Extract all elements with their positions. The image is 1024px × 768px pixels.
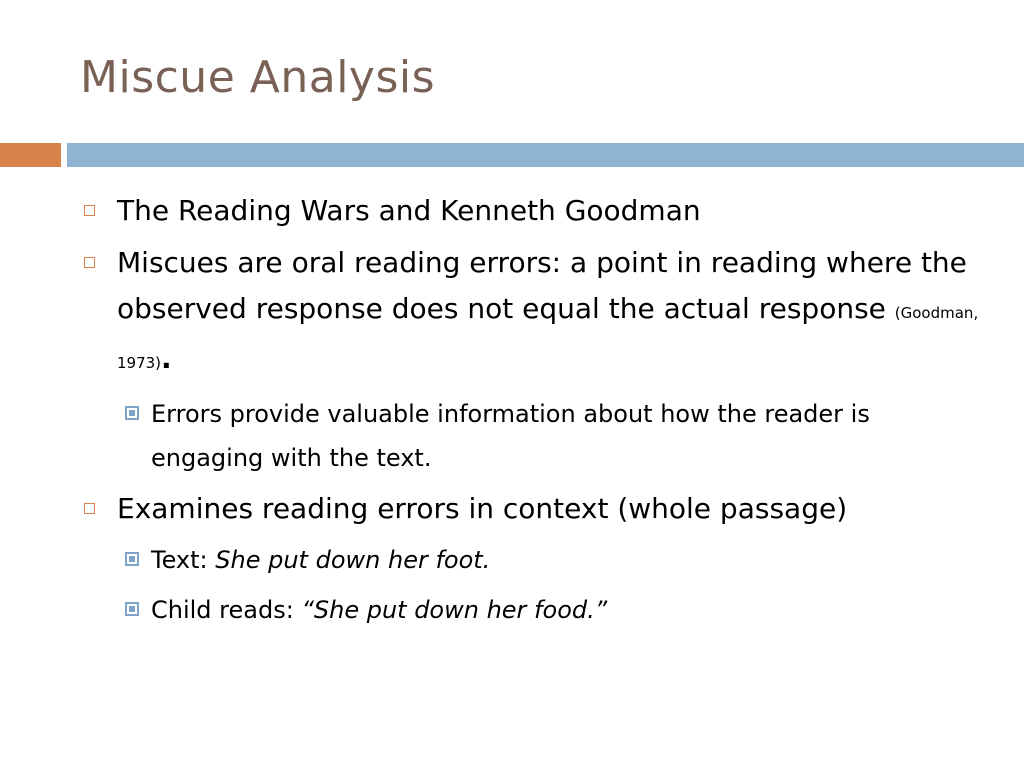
filled-square-bullet-icon	[125, 602, 139, 616]
bullet-text: The Reading Wars and Kenneth Goodman	[117, 194, 701, 227]
accent-bar-orange	[0, 143, 61, 167]
bullet-item	[80, 486, 980, 532]
sub-bullet-item	[80, 392, 980, 480]
bullet-item	[80, 240, 980, 386]
bullet-text: Miscues are oral reading errors: a point in reading where the observed response does not equal the actual response	[117, 246, 967, 325]
sub-bullet-quote: She put down her foot.	[215, 546, 491, 574]
accent-bar-blue	[67, 143, 1024, 167]
slide-title: Miscue Analysis	[80, 52, 436, 103]
slide-content	[80, 188, 980, 638]
sub-bullet-label: Text:	[151, 546, 216, 574]
sub-bullet-text: Errors provide valuable information about how the reader is engaging with the text.	[151, 400, 870, 472]
sub-bullet-label: Child reads:	[151, 596, 302, 624]
bullet-end-punct: .	[161, 342, 172, 375]
sub-bullet-quote: “She put down her food.”	[301, 596, 608, 624]
bullet-item	[80, 188, 980, 234]
filled-square-bullet-icon	[125, 552, 139, 566]
bullet-text: Examines reading errors in context (whole passage)	[117, 492, 848, 525]
hollow-square-bullet-icon	[84, 257, 95, 268]
sub-bullet-item	[80, 588, 980, 632]
hollow-square-bullet-icon	[84, 503, 95, 514]
sub-bullet-item	[80, 538, 980, 582]
filled-square-bullet-icon	[125, 406, 139, 420]
citation: (Goodman, 1973)	[117, 304, 979, 372]
hollow-square-bullet-icon	[84, 205, 95, 216]
